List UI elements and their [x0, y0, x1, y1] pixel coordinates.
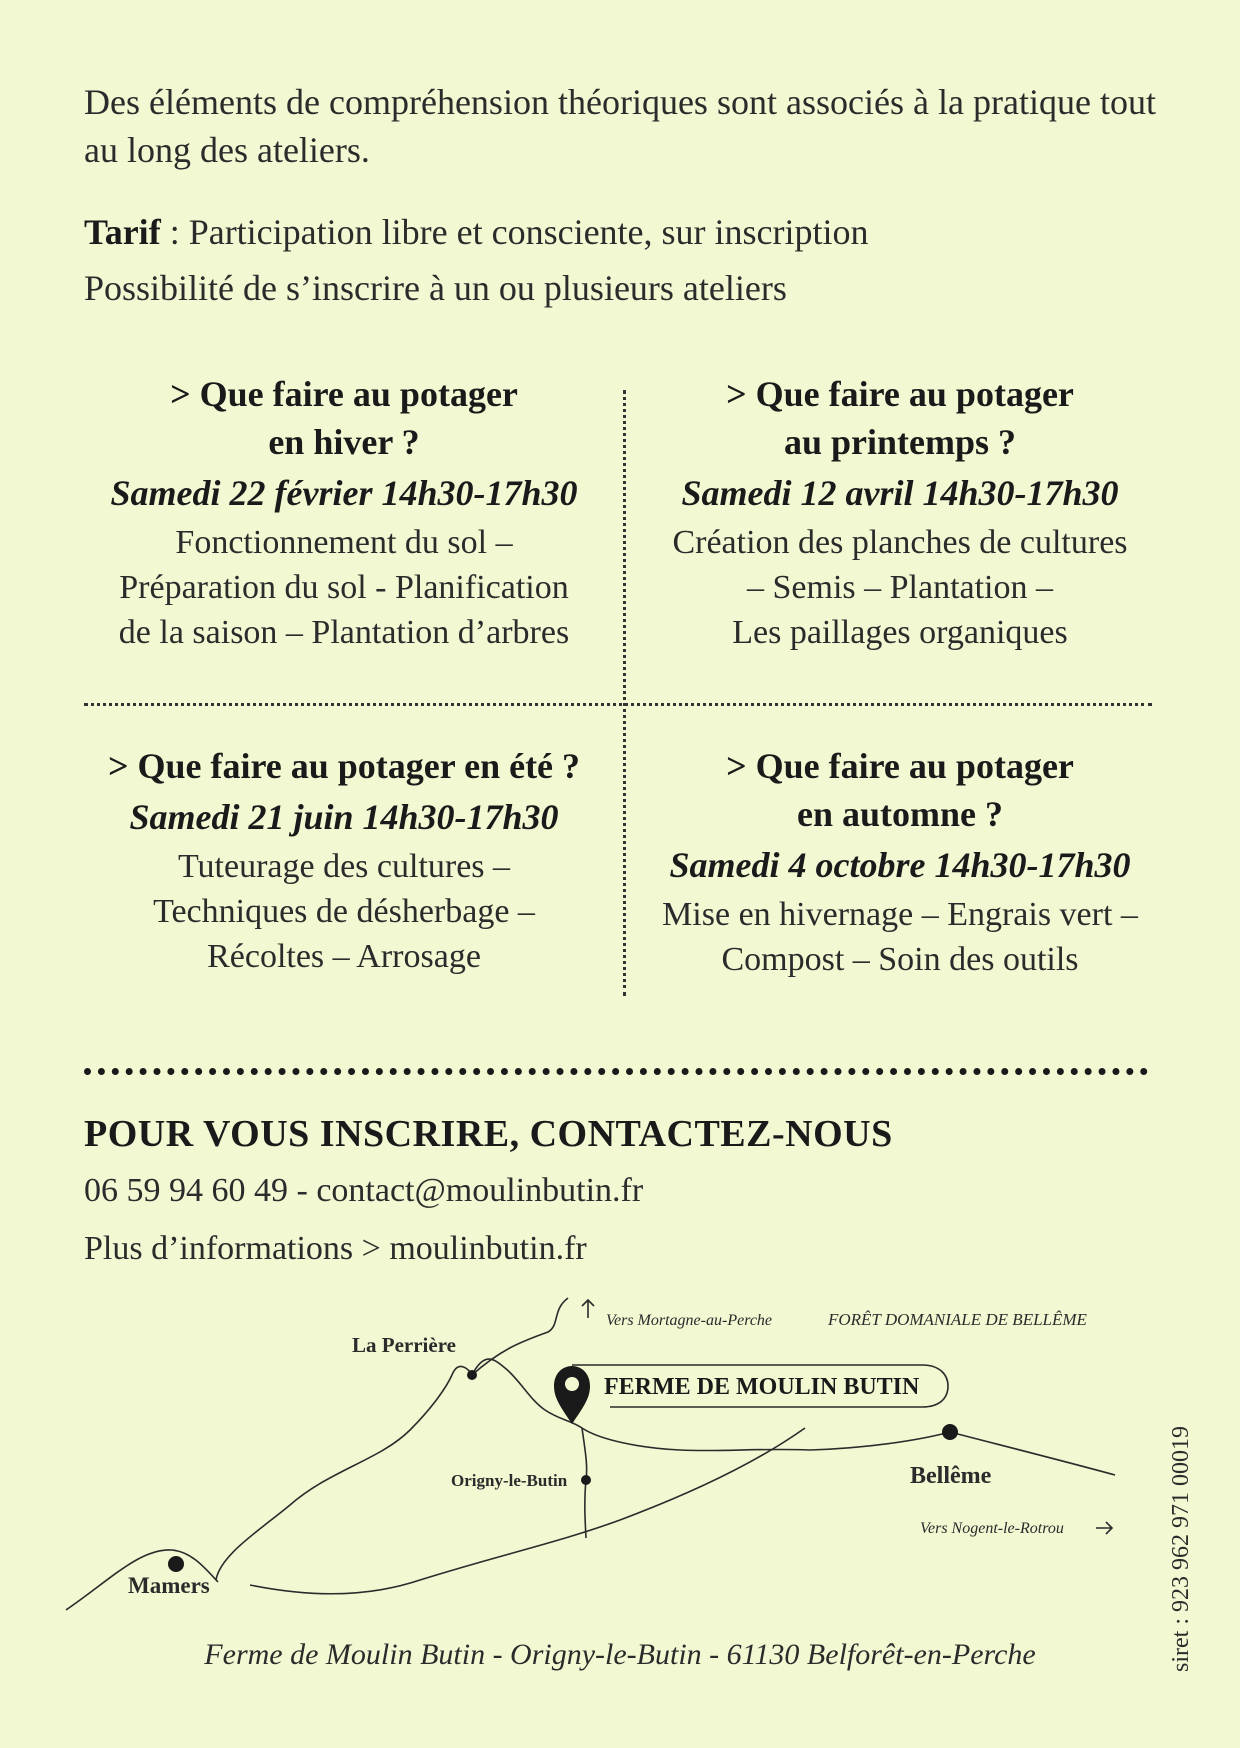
tarif-line2: Possibilité de s’inscrire à un ou plusieurs ateliers: [84, 268, 787, 308]
map-label-vers-mortagne: Vers Mortagne-au-Perche: [606, 1312, 773, 1329]
atelier-line: – Semis – Plantation –: [747, 569, 1053, 606]
town-dot: [168, 1556, 184, 1572]
contact-phone-email[interactable]: 06 59 94 60 49 - contact@moulinbutin.fr: [84, 1172, 644, 1209]
siret-number: siret : 923 962 971 00019: [1168, 1426, 1194, 1672]
atelier-line: Fonctionnement du sol –: [175, 524, 513, 561]
tarif-label: Tarif: [84, 212, 161, 252]
atelier-line: Récoltes – Arrosage: [207, 938, 481, 975]
section-separator: [84, 1068, 1148, 1075]
location-map: [0, 1280, 1240, 1640]
atelier-line: Préparation du sol - Planification: [119, 569, 569, 606]
map-label-mamers: Mamers: [128, 1573, 210, 1598]
atelier-line: de la saison – Plantation d’arbres: [118, 614, 570, 651]
footer-address: Ferme de Moulin Butin - Origny-le-Butin - 61130 Belforêt-en-Perche: [204, 1638, 1036, 1671]
atelier-automne: [640, 742, 1160, 982]
map-label-vers-nogent: Vers Nogent-le-Rotrou: [920, 1520, 1064, 1537]
atelier-line: Tuteurage des cultures –: [177, 848, 511, 885]
atelier-date: Samedi 12 avril 14h30-17h30: [681, 473, 1119, 513]
tarif-section: [84, 204, 869, 316]
tarif-text: : Participation libre et consciente, sur inscription: [160, 212, 869, 252]
atelier-date: Samedi 21 juin 14h30-17h30: [129, 797, 559, 837]
vertical-divider: [623, 390, 626, 996]
map-label-origny: Origny-le-Butin: [451, 1471, 568, 1490]
map-label-belleme: Bellême: [910, 1463, 992, 1489]
atelier-title: > Que faire au potager en été ?: [107, 746, 581, 786]
atelier-printemps: [640, 370, 1160, 655]
atelier-title-line2: en automne ?: [797, 794, 1003, 834]
horizontal-divider: [84, 703, 1152, 706]
atelier-line: Mise en hivernage – Engrais vert –: [662, 896, 1138, 933]
map-label-foret: FORÊT DOMANIALE DE BELLÊME: [828, 1310, 1087, 1329]
atelier-title-line2: au printemps ?: [783, 422, 1017, 462]
atelier-line: Compost – Soin des outils: [721, 941, 1079, 978]
location-pin-icon: [554, 1366, 590, 1424]
atelier-ete: [84, 742, 604, 979]
atelier-title-line2: en hiver ?: [268, 422, 420, 462]
contact-heading: POUR VOUS INSCRIRE, CONTACTEZ-NOUS: [84, 1113, 893, 1155]
atelier-hiver: [84, 370, 604, 655]
town-dot: [942, 1424, 958, 1440]
atelier-line: Les paillages organiques: [732, 614, 1068, 651]
atelier-date: Samedi 4 octobre 14h30-17h30: [669, 845, 1131, 885]
atelier-title: > Que faire au potager: [726, 746, 1074, 786]
map-label-la-perriere: La Perrière: [352, 1333, 456, 1357]
atelier-line: Création des planches de cultures: [672, 524, 1128, 561]
contact-website[interactable]: Plus d’informations > moulinbutin.fr: [84, 1230, 587, 1267]
map-label-ferme: FERME DE MOULIN BUTIN: [604, 1374, 920, 1400]
intro-paragraph: Des éléments de compréhension théoriques sont associés à la pratique tout au long des ateliers.: [84, 82, 1156, 170]
atelier-date: Samedi 22 février 14h30-17h30: [110, 473, 578, 513]
atelier-title: > Que faire au potager: [726, 374, 1074, 414]
town-dot: [467, 1370, 477, 1380]
town-dot: [581, 1475, 591, 1485]
atelier-line: Techniques de désherbage –: [153, 893, 535, 930]
atelier-title: > Que faire au potager: [170, 374, 518, 414]
